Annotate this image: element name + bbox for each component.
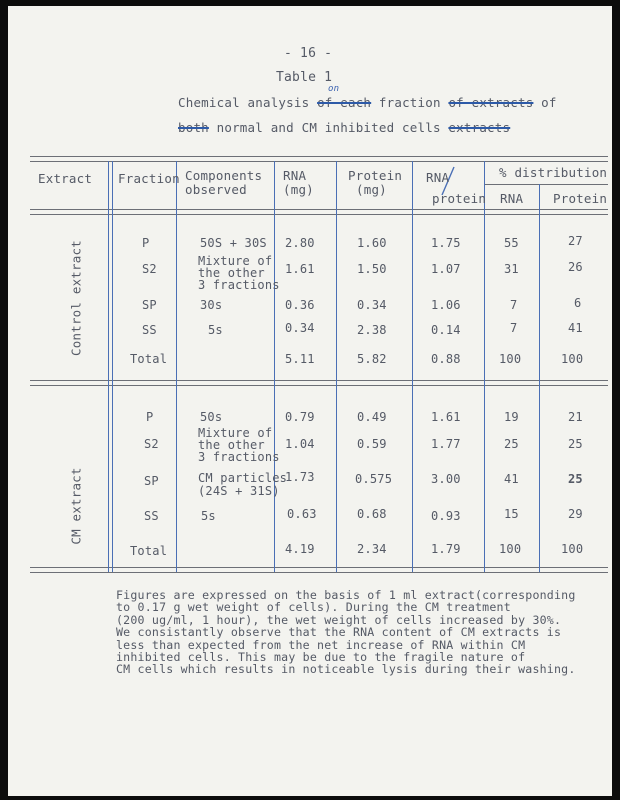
header-pct-rna: RNA (500, 191, 524, 206)
header-ratio-top: RNA (426, 170, 450, 185)
header-pct-protein: Protein (553, 191, 608, 206)
footnote: Figures are expressed on the basis of 1 ml extract(corresponding to 0.17 g wet weight of cells). During the CM treatment (200 ug/ml, 1 hour), the wet weight of cells increased by 30%. We consistantly observe that the RNA content of CM extracts is less than expected from the net increase of RNA within CM inhibited cells. This may be due to the fragile nature of CM cells which results in noticeable lysis during their washing. (116, 588, 576, 677)
header-pct-distribution: % distribution (499, 165, 608, 180)
header-ratio-bottom: protein (432, 191, 487, 206)
header-protein-mg: Protein (mg) (348, 168, 403, 197)
handwritten-insert: on (328, 84, 340, 94)
group-label-cm: CM extract (68, 467, 84, 545)
document-page: - 16 - Table 1 Chemical analysis of each fraction of extracts of on both normal and CM inhibited cells extracts Extract Fraction Components observed RNA (mg) Protein (mg) RNA protein % distribution RNA Protein Control extract CM extract P 50S + 30S 2.80 1.60 1.75 55 27 S2 Mixture of the other 3 fractions 1.61 1.50 1.07 31 26 SP 30s 0.36 0.34 1.06 7 6 SS 5s 0.34 2.38 0.14 7 41 Total 5.11 5.82 0.88 100 100 P 50s 0.79 0.49 1.61 19 21 S2 Mixture of the other 3 fractions 1.04 0.59 1.77 25 25 SP CM particles (24S + 31S) 1.73 0.575 3.00 41 25 SS 5s 0.63 0.68 0.93 15 29 Total 4.19 2.34 1.79 100 100 Figures are expressed on the basis of 1 ml extract(corresponding to 0.17 g wet weight of cells). During the CM treatment (200 ug/ml, 1 hour), the wet weight of cells increased by 30%. We consistantly observe that the RNA content of CM extracts is less than expected from the net increase of RNA within CM inhibited cells. This may be due to the fragile nature of CM cells which results in noticeable lysis during their washing. (8, 6, 612, 796)
title-text: Chemical analysis (178, 95, 310, 110)
title-text: normal and CM inhibited cells (208, 120, 441, 135)
header-extract: Extract (38, 171, 93, 186)
group-label-control: Control extract (68, 240, 84, 356)
header-fraction: Fraction (118, 171, 180, 186)
header-components: Components observed (185, 168, 263, 197)
header-rna-mg: RNA (mg) (283, 168, 314, 197)
struck-text: extracts (448, 120, 511, 135)
ratio-slash (8, 6, 612, 796)
table-label: Table 1 (276, 70, 333, 85)
title-text: fraction (371, 95, 441, 110)
page-number: - 16 - (284, 46, 333, 61)
struck-text: both (178, 120, 209, 135)
title-text: of (533, 95, 557, 110)
struck-text: of each (317, 95, 372, 110)
struck-text: of extracts (448, 95, 534, 110)
